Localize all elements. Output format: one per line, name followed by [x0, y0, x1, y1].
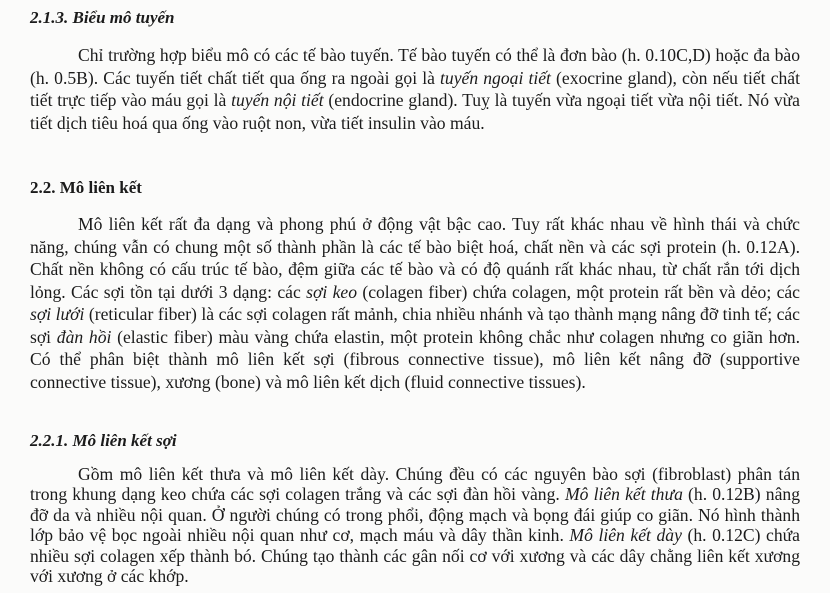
paragraph-fibrous-connective-tissue: [30, 464, 800, 586]
text-run: (colagen fiber) chứa colagen, một protein rất bền và dẻo; các: [357, 281, 800, 302]
term-loose-connective-tissue: Mô liên kết thưa: [564, 484, 683, 505]
text-run: Chỉ trường hợp biểu mô có các tế bào tuyến. Tế bào tuyến có thể là đơn bào (h. 0.10C,D) hoặc đa bào (h. 0.5B). Các tuyến tiết chất tiết qua ống ra ngoài gọi là: [30, 45, 800, 88]
term-exocrine: tuyến ngoại tiết: [440, 67, 551, 88]
text-run: (reticular fiber) là các sợi colagen rất mảnh, chia nhiều nhánh và tạo thành mạng nâng đỡ tinh tế; các sợi: [30, 304, 800, 347]
text-run: (h. 0.12B) nâng đỡ da và nhiều nội quan. Ở người chúng có trong phổi, động mạch và bọng đái giúp co giãn. Nó hình thành lớp bảo vệ bọc ngoài nhiều nội quan như cơ, mạch máu và dây thần kinh.: [30, 484, 800, 546]
text-run: (endocrine gland). Tuỵ là tuyến vừa ngoại tiết vừa nội tiết. Nó vừa tiết dịch tiêu hoá qua ống vào ruột non, vừa tiết insulin vào máu.: [30, 90, 800, 133]
term-dense-connective-tissue: Mô liên kết dày: [569, 525, 682, 546]
term-elastic-fiber: đàn hồi: [56, 326, 112, 347]
text-run: (elastic fiber) màu vàng chứa elastin, một protein không chắc như colagen nhưng co giãn hơn. Có thể phân biệt thành mô liên kết sợi (fibrous connective tissue), mô liên kết nâng đỡ (supportive connective tissue), xương (bone) và mô liên kết dịch (fluid connective tissues).: [30, 326, 801, 392]
text-run: Mô liên kết rất đa dạng và phong phú ở động vật bậc cao. Tuy rất khác nhau về hình thái và chức năng, chúng vẫn có chung một số thành phần là các tế bào biệt hoá, chất nền và các sợi protein (h. 0.12A). Chất nền không có cấu trúc tế bào, đệm giữa các tế bào và có độ quánh rất khác nhau, từ chất rắn tới dịch lỏng. Các sợi tồn tại dưới 3 dạng: các: [30, 214, 800, 302]
term-collagen-fiber: sợi keo: [306, 281, 357, 302]
term-reticular-fiber: sợi lưới: [30, 304, 85, 324]
text-run: Gồm mô liên kết thưa và mô liên kết dày. Chúng đều có các nguyên bào sợi (fibroblast) phân tán trong khung dạng keo chứa các sợi colagen trắng và các sợi đàn hồi vàng.: [30, 464, 800, 505]
term-endocrine: tuyến nội tiết: [231, 90, 324, 110]
section-heading-2-2-1: 2.2.1. Mô liên kết sợi: [30, 431, 177, 450]
section-heading-2-1-3: 2.1.3. Biểu mô tuyến: [30, 8, 175, 27]
section-heading-2-2: 2.2. Mô liên kết: [30, 178, 142, 197]
text-run: (exocrine gland), còn nếu tiết chất tiết trực tiếp vào máu gọi là: [30, 67, 800, 110]
text-run: (h. 0.12C) chứa nhiều sợi colagen xếp thành bó. Chúng tạo thành các gân nối cơ với xương và các dây chằng liên kết xương với xương ở các khớp.: [30, 525, 800, 587]
paragraph-glandular-epithelium: [30, 44, 800, 134]
paragraph-connective-tissue: [30, 213, 800, 393]
